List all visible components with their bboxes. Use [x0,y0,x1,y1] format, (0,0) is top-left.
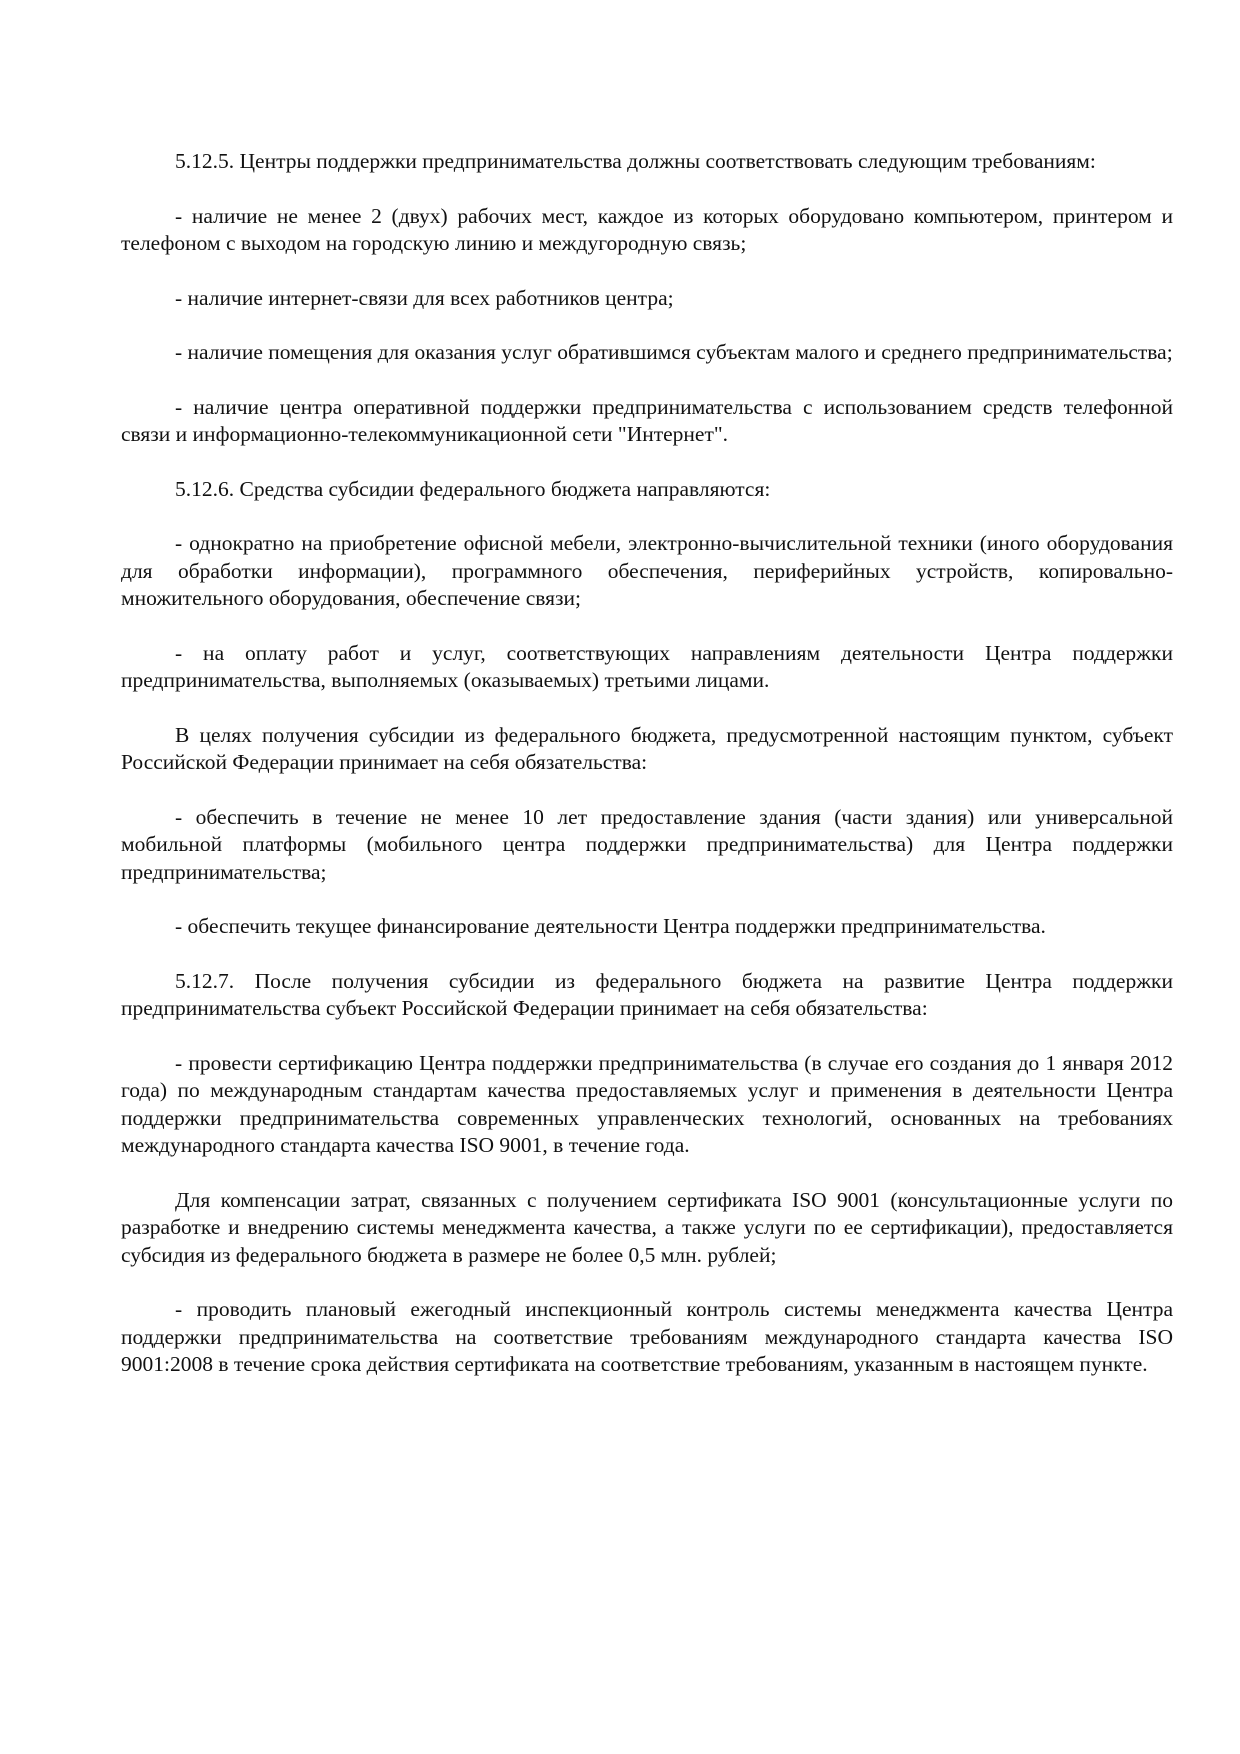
requirement-workplaces: - наличие не менее 2 (двух) рабочих мест, каждое из которых оборудовано компьютером, принтером и телефоном с выходом на городскую линию и междугородную связь; [121,203,1173,255]
section-5-12-6-heading: 5.12.6. Средства субсидии федерального бюджета направляются: [175,476,771,501]
obligations-intro: В целях получения субсидии из федерального бюджета, предусмотренной настоящим пунктом, субъект Российской Федерации принимает на себя обязательства: [121,722,1173,774]
obligation-building: - обеспечить в течение не менее 10 лет предоставление здания (части здания) или универсальной мобильной платформы (мобильного центра поддержки предпринимательства) для Центра поддержки предпринимательства; [121,804,1173,884]
funding-services: - на оплату работ и услуг, соответствующих направлениям деятельности Центра поддержки предпринимательства, выполняемых (оказываемых) третьими лицами. [121,640,1173,692]
section-5-12-5-heading: 5.12.5. Центры поддержки предпринимательства должны соответствовать следующим требованиям: [175,149,1096,173]
obligation-financing: - обеспечить текущее финансирование деятельности Центра поддержки предпринимательства. [175,914,1046,938]
document-page [121,148,1173,1379]
requirement-premises: - наличие помещения для оказания услуг обратившимся субъектам малого и среднего предпринимательства; [175,340,1173,364]
obligation-inspection: - проводить плановый ежегодный инспекционный контроль системы менеджмента качества Центра поддержки предпринимательства на соответствие требованиям международного стандарта качества ISO 9001:2008 в течение срока действия сертификата на соответствие требованиям, указанным в настоящем пункте. [121,1297,1173,1376]
funding-equipment: - однократно на приобретение офисной мебели, электронно-вычислительной техники (иного оборудования для обработки информации), программного обеспечения, периферийных устройств, копировально-множительного оборудования, обеспечение связи; [121,531,1173,610]
certification-compensation: Для компенсации затрат, связанных с получением сертификата ISO 9001 (консультационные услуги по разработке и внедрению системы менеджмента качества, а также услуги по ее сертификации), предоставляется субсидия из федерального бюджета в размере не более 0,5 млн. рублей; [121,1187,1173,1267]
requirement-operational-center: - наличие центра оперативной поддержки предпринимательства с использованием средств телефонной связи и информационно-телекоммуникационной сети "Интернет". [121,394,1173,446]
requirement-internet: - наличие интернет-связи для всех работников центра; [175,285,674,310]
section-5-12-7-heading: 5.12.7. После получения субсидии из федерального бюджета на развитие Центра поддержки предпринимательства субъект Российской Федерации принимает на себя обязательства: [121,968,1173,1020]
obligation-certification: - провести сертификацию Центра поддержки предпринимательства (в случае его создания до 1 января 2012 года) по международным стандартам качества предоставляемых услуг и применения в деятельности Центра поддержки предпринимательства современных управленческих технологий, основанных на требованиях международного стандарта качества ISO 9001, в течение года. [121,1050,1173,1157]
